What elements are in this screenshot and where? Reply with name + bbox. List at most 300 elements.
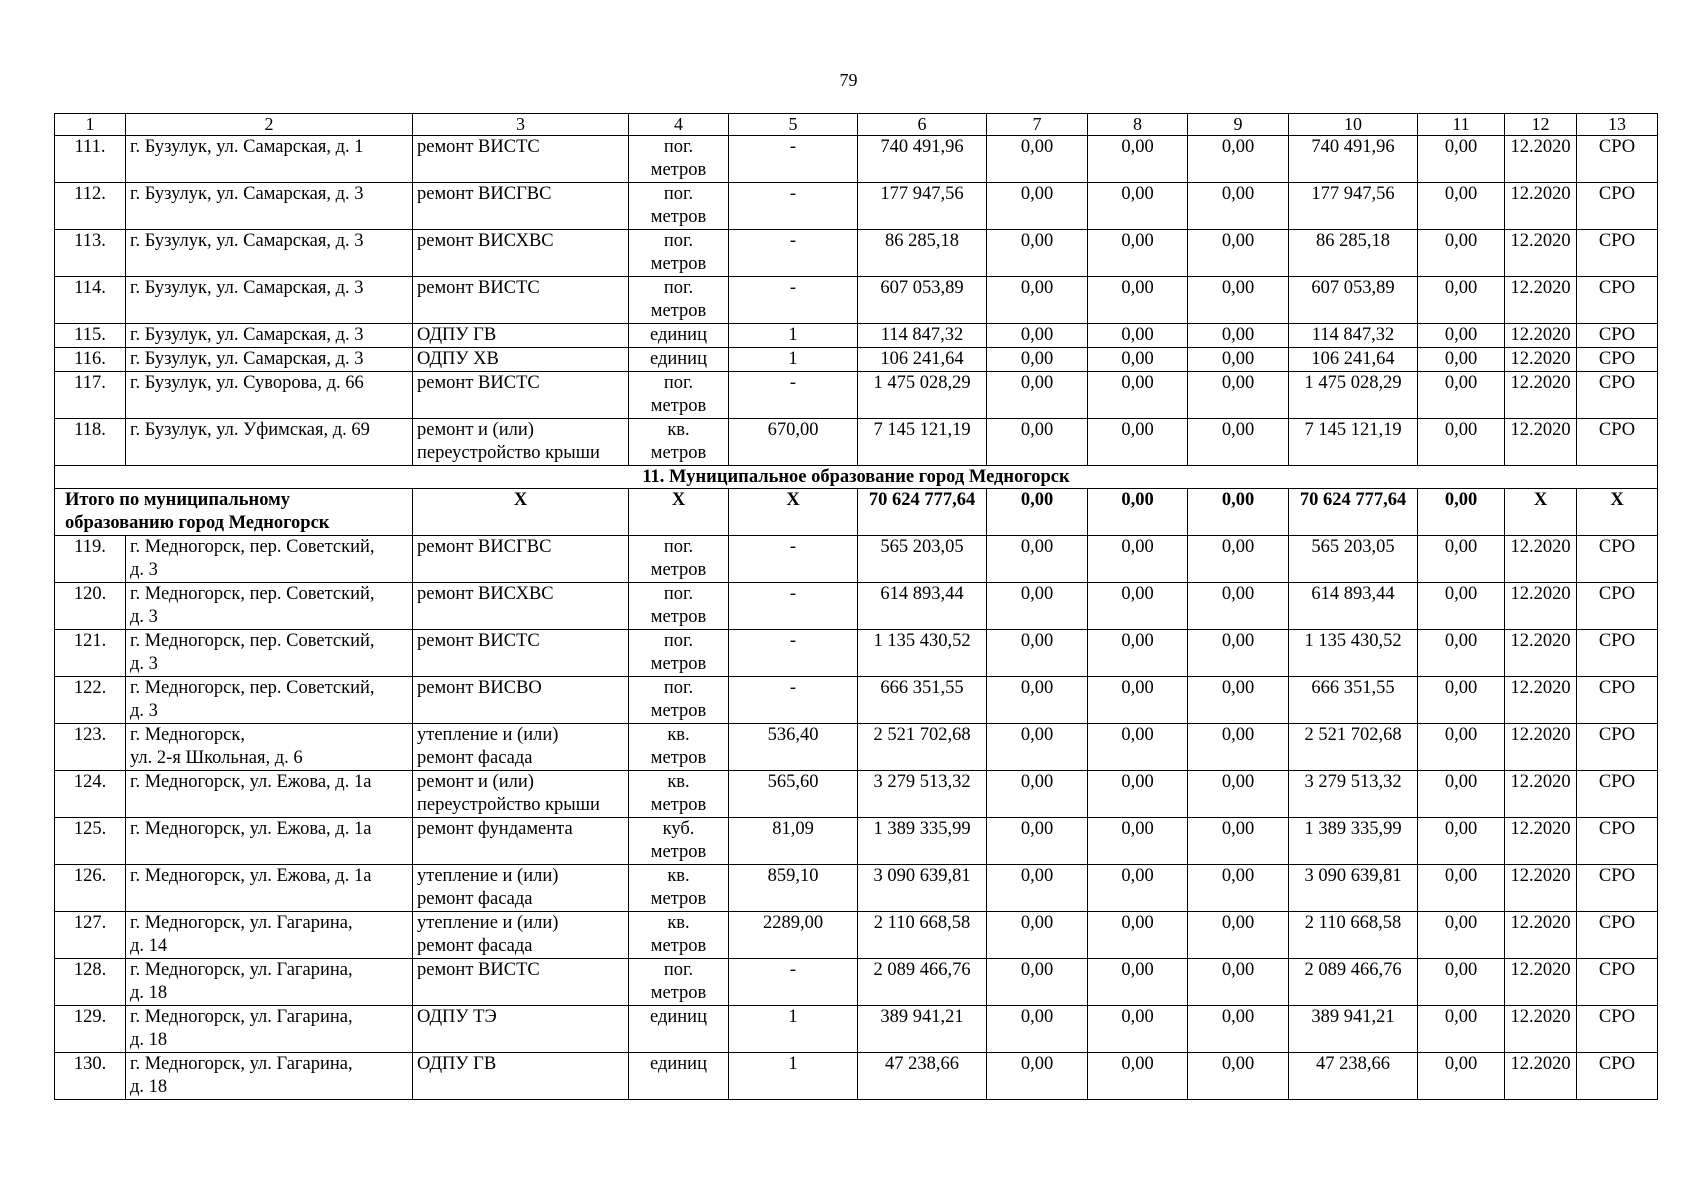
value-cell-c10: 389 941,21 (1289, 1006, 1418, 1053)
column-header: 1 (55, 114, 126, 136)
value-cell-c9: 0,00 (1188, 1006, 1289, 1053)
value-cell-c11: 0,00 (1418, 136, 1505, 183)
unit-line: метров (650, 795, 707, 815)
value-cell-c6: 1 135 430,52 (858, 630, 987, 677)
value-cell-c10: 3 090 639,81 (1289, 865, 1418, 912)
unit-line: метров (650, 560, 707, 580)
value-cell-c5: - (729, 959, 858, 1006)
unit-line: метров (650, 160, 707, 180)
table-row (55, 677, 1658, 724)
work-type-line: ОДПУ ГВ (417, 325, 497, 345)
address-cell (126, 1053, 413, 1100)
value-cell-c9: 0,00 (1188, 677, 1289, 724)
address-line: г. Бузулук, ул. Самарская, д. 1 (130, 137, 364, 157)
value-cell-c12: 12.2020 (1505, 771, 1577, 818)
value-cell-c9: 0,00 (1188, 959, 1289, 1006)
value-cell-c7: 0,00 (987, 912, 1088, 959)
value-cell-c9: 0,00 (1188, 536, 1289, 583)
table-body (55, 114, 1658, 1100)
address-cell (126, 630, 413, 677)
work-type-line: ремонт ВИСТС (417, 373, 540, 393)
address-line: г. Бузулук, ул. Самарская, д. 3 (130, 231, 364, 251)
address-line: г. Медногорск, ул. Ежова, д. 1а (130, 772, 372, 792)
method-cell: СРО (1577, 630, 1658, 677)
method-cell: СРО (1577, 818, 1658, 865)
table-row (55, 324, 1658, 348)
value-cell-c11: 0,00 (1418, 372, 1505, 419)
work-type-line: переустройство крыши (417, 795, 600, 815)
value-cell-c10: 177 947,56 (1289, 183, 1418, 230)
value-cell-c11: 0,00 (1418, 630, 1505, 677)
value-cell-c10: 7 145 121,19 (1289, 419, 1418, 466)
unit-cell (629, 324, 729, 348)
table-row (55, 865, 1658, 912)
table-row (55, 959, 1658, 1006)
address-cell (126, 136, 413, 183)
address-cell (126, 724, 413, 771)
total-cell-c8: 0,00 (1088, 489, 1188, 536)
column-header: 11 (1418, 114, 1505, 136)
unit-cell (629, 372, 729, 419)
value-cell-c7: 0,00 (987, 183, 1088, 230)
value-cell-c11: 0,00 (1418, 677, 1505, 724)
column-header: 13 (1577, 114, 1658, 136)
value-cell-c9: 0,00 (1188, 277, 1289, 324)
work-type-line: ремонт ВИСТС (417, 631, 540, 651)
unit-line: пог. (663, 537, 694, 557)
value-cell-c6: 3 279 513,32 (858, 771, 987, 818)
method-cell: СРО (1577, 1053, 1658, 1100)
unit-cell (629, 583, 729, 630)
value-cell-c6: 2 521 702,68 (858, 724, 987, 771)
work-type-cell (413, 771, 629, 818)
value-cell-c9: 0,00 (1188, 912, 1289, 959)
value-cell-c12: 12.2020 (1505, 818, 1577, 865)
work-type-line: переустройство крыши (417, 443, 600, 463)
row-number-cell: 130. (55, 1053, 126, 1100)
address-line: ул. 2-я Школьная, д. 6 (130, 748, 303, 768)
value-cell-c8: 0,00 (1088, 230, 1188, 277)
value-cell-c12: 12.2020 (1505, 348, 1577, 372)
value-cell-c6: 106 241,64 (858, 348, 987, 372)
work-type-cell (413, 277, 629, 324)
value-cell-c11: 0,00 (1418, 230, 1505, 277)
address-cell (126, 865, 413, 912)
unit-line: пог. (663, 960, 694, 980)
work-type-cell (413, 959, 629, 1006)
address-line: г. Бузулук, ул. Самарская, д. 3 (130, 278, 364, 298)
value-cell-c12: 12.2020 (1505, 230, 1577, 277)
address-cell (126, 1006, 413, 1053)
value-cell-c6: 389 941,21 (858, 1006, 987, 1053)
value-cell-c5: - (729, 372, 858, 419)
address-line: г. Медногорск, пер. Советский, (130, 537, 375, 557)
address-line: д. 14 (130, 936, 168, 956)
value-cell-c7: 0,00 (987, 630, 1088, 677)
unit-line: метров (650, 748, 707, 768)
work-type-line: ремонт ВИСТС (417, 278, 540, 298)
unit-line: кв. (667, 913, 690, 933)
unit-line: кв. (667, 772, 690, 792)
work-type-line: ремонт и (или) (417, 420, 534, 440)
unit-cell (629, 183, 729, 230)
value-cell-c5: 2289,00 (729, 912, 858, 959)
value-cell-c10: 2 110 668,58 (1289, 912, 1418, 959)
total-cell-c13: X (1577, 489, 1658, 536)
value-cell-c12: 12.2020 (1505, 724, 1577, 771)
address-line: г. Бузулук, ул. Самарская, д. 3 (130, 349, 364, 369)
unit-line: единиц (650, 1007, 707, 1027)
address-cell (126, 959, 413, 1006)
total-cell-c10: 70 624 777,64 (1289, 489, 1418, 536)
method-cell: СРО (1577, 183, 1658, 230)
value-cell-c6: 114 847,32 (858, 324, 987, 348)
row-number-cell: 126. (55, 865, 126, 912)
value-cell-c7: 0,00 (987, 277, 1088, 324)
section-total-row (55, 489, 1658, 536)
value-cell-c8: 0,00 (1088, 1006, 1188, 1053)
section-title: 11. Муниципальное образование город Медногорск (55, 466, 1658, 489)
column-header: 4 (629, 114, 729, 136)
unit-cell (629, 419, 729, 466)
address-cell (126, 536, 413, 583)
work-type-cell (413, 865, 629, 912)
value-cell-c9: 0,00 (1188, 183, 1289, 230)
section-title-row (55, 466, 1658, 489)
unit-line: метров (650, 254, 707, 274)
value-cell-c6: 614 893,44 (858, 583, 987, 630)
value-cell-c8: 0,00 (1088, 959, 1188, 1006)
method-cell: СРО (1577, 771, 1658, 818)
address-cell (126, 372, 413, 419)
work-type-line: ремонт фасада (417, 748, 533, 768)
value-cell-c8: 0,00 (1088, 536, 1188, 583)
row-number-cell: 125. (55, 818, 126, 865)
method-cell: СРО (1577, 136, 1658, 183)
method-cell: СРО (1577, 277, 1658, 324)
value-cell-c11: 0,00 (1418, 1006, 1505, 1053)
row-number-cell: 113. (55, 230, 126, 277)
value-cell-c7: 0,00 (987, 419, 1088, 466)
address-cell (126, 771, 413, 818)
value-cell-c10: 47 238,66 (1289, 1053, 1418, 1100)
value-cell-c7: 0,00 (987, 136, 1088, 183)
work-type-line: ОДПУ ХВ (417, 349, 499, 369)
unit-cell (629, 818, 729, 865)
value-cell-c7: 0,00 (987, 771, 1088, 818)
unit-line: пог. (663, 184, 694, 204)
work-type-cell (413, 136, 629, 183)
unit-cell (629, 865, 729, 912)
unit-line: метров (650, 889, 707, 909)
value-cell-c8: 0,00 (1088, 583, 1188, 630)
unit-cell (629, 959, 729, 1006)
work-type-line: ремонт ВИСТС (417, 960, 540, 980)
total-cell-c12: X (1505, 489, 1577, 536)
table-row (55, 724, 1658, 771)
value-cell-c6: 177 947,56 (858, 183, 987, 230)
work-type-line: ремонт ВИСТС (417, 137, 540, 157)
value-cell-c8: 0,00 (1088, 912, 1188, 959)
work-type-cell (413, 724, 629, 771)
work-type-line: ОДПУ ТЭ (417, 1007, 497, 1027)
total-cell-c4: X (629, 489, 729, 536)
value-cell-c5: - (729, 277, 858, 324)
value-cell-c6: 86 285,18 (858, 230, 987, 277)
value-cell-c9: 0,00 (1188, 630, 1289, 677)
value-cell-c9: 0,00 (1188, 1053, 1289, 1100)
table-row (55, 183, 1658, 230)
value-cell-c11: 0,00 (1418, 818, 1505, 865)
value-cell-c7: 0,00 (987, 677, 1088, 724)
unit-cell (629, 136, 729, 183)
row-number-cell: 117. (55, 372, 126, 419)
method-cell: СРО (1577, 1006, 1658, 1053)
value-cell-c5: 536,40 (729, 724, 858, 771)
work-type-cell (413, 583, 629, 630)
value-cell-c5: - (729, 630, 858, 677)
address-line: г. Бузулук, ул. Уфимская, д. 69 (130, 420, 370, 440)
address-line: д. 18 (130, 1030, 168, 1050)
value-cell-c8: 0,00 (1088, 865, 1188, 912)
row-number-cell: 122. (55, 677, 126, 724)
value-cell-c8: 0,00 (1088, 348, 1188, 372)
work-type-cell (413, 1006, 629, 1053)
row-number-cell: 121. (55, 630, 126, 677)
value-cell-c6: 3 090 639,81 (858, 865, 987, 912)
address-line: г. Бузулук, ул. Суворова, д. 66 (130, 373, 364, 393)
value-cell-c5: - (729, 230, 858, 277)
unit-cell (629, 1053, 729, 1100)
value-cell-c11: 0,00 (1418, 912, 1505, 959)
value-cell-c11: 0,00 (1418, 277, 1505, 324)
value-cell-c9: 0,00 (1188, 771, 1289, 818)
unit-line: метров (650, 607, 707, 627)
value-cell-c9: 0,00 (1188, 419, 1289, 466)
value-cell-c8: 0,00 (1088, 771, 1188, 818)
value-cell-c8: 0,00 (1088, 183, 1188, 230)
unit-line: метров (650, 301, 707, 321)
value-cell-c9: 0,00 (1188, 136, 1289, 183)
value-cell-c9: 0,00 (1188, 230, 1289, 277)
unit-cell (629, 348, 729, 372)
unit-cell (629, 771, 729, 818)
column-header: 3 (413, 114, 629, 136)
column-header: 9 (1188, 114, 1289, 136)
repair-register-table (54, 113, 1658, 1100)
value-cell-c10: 740 491,96 (1289, 136, 1418, 183)
work-type-line: ремонт ВИСХВС (417, 584, 554, 604)
column-header: 8 (1088, 114, 1188, 136)
unit-line: метров (650, 842, 707, 862)
address-line: г. Бузулук, ул. Самарская, д. 3 (130, 325, 364, 345)
address-line: д. 18 (130, 1077, 168, 1097)
row-number-cell: 116. (55, 348, 126, 372)
unit-cell (629, 912, 729, 959)
value-cell-c12: 12.2020 (1505, 1006, 1577, 1053)
column-header: 7 (987, 114, 1088, 136)
row-number-cell: 118. (55, 419, 126, 466)
value-cell-c6: 47 238,66 (858, 1053, 987, 1100)
value-cell-c8: 0,00 (1088, 818, 1188, 865)
unit-line: метров (650, 443, 707, 463)
value-cell-c9: 0,00 (1188, 865, 1289, 912)
unit-line: кв. (667, 866, 690, 886)
unit-line: единиц (650, 349, 707, 369)
page-number: 79 (839, 70, 858, 90)
value-cell-c8: 0,00 (1088, 277, 1188, 324)
table-row (55, 1006, 1658, 1053)
work-type-cell (413, 230, 629, 277)
address-line: г. Медногорск, (130, 725, 245, 745)
value-cell-c11: 0,00 (1418, 536, 1505, 583)
value-cell-c12: 12.2020 (1505, 277, 1577, 324)
method-cell: СРО (1577, 724, 1658, 771)
row-number-cell: 119. (55, 536, 126, 583)
address-line: г. Медногорск, ул. Гагарина, (130, 913, 353, 933)
method-cell: СРО (1577, 583, 1658, 630)
value-cell-c6: 666 351,55 (858, 677, 987, 724)
value-cell-c6: 2 110 668,58 (858, 912, 987, 959)
table-row (55, 419, 1658, 466)
total-cell-c9: 0,00 (1188, 489, 1289, 536)
value-cell-c10: 666 351,55 (1289, 677, 1418, 724)
unit-line: метров (650, 207, 707, 227)
value-cell-c6: 1 475 028,29 (858, 372, 987, 419)
work-type-cell (413, 818, 629, 865)
method-cell: СРО (1577, 230, 1658, 277)
value-cell-c7: 0,00 (987, 818, 1088, 865)
unit-line: пог. (663, 584, 694, 604)
work-type-cell (413, 912, 629, 959)
value-cell-c11: 0,00 (1418, 865, 1505, 912)
value-cell-c10: 1 475 028,29 (1289, 372, 1418, 419)
unit-line: метров (650, 936, 707, 956)
table-row (55, 277, 1658, 324)
work-type-line: утепление и (или) (417, 866, 559, 886)
address-cell (126, 230, 413, 277)
value-cell-c8: 0,00 (1088, 136, 1188, 183)
value-cell-c5: 1 (729, 324, 858, 348)
address-cell (126, 912, 413, 959)
value-cell-c10: 2 521 702,68 (1289, 724, 1418, 771)
total-cell-c3: X (413, 489, 629, 536)
unit-cell (629, 1006, 729, 1053)
total-label-cell (55, 489, 413, 536)
table-row (55, 348, 1658, 372)
work-type-line: ремонт ВИСГВС (417, 184, 552, 204)
work-type-cell (413, 183, 629, 230)
work-type-cell (413, 372, 629, 419)
value-cell-c9: 0,00 (1188, 583, 1289, 630)
value-cell-c11: 0,00 (1418, 771, 1505, 818)
value-cell-c7: 0,00 (987, 1006, 1088, 1053)
value-cell-c5: - (729, 183, 858, 230)
unit-line: куб. (662, 819, 695, 839)
value-cell-c12: 12.2020 (1505, 136, 1577, 183)
method-cell: СРО (1577, 912, 1658, 959)
row-number-cell: 115. (55, 324, 126, 348)
unit-cell (629, 630, 729, 677)
value-cell-c8: 0,00 (1088, 677, 1188, 724)
method-cell: СРО (1577, 959, 1658, 1006)
value-cell-c7: 0,00 (987, 348, 1088, 372)
method-cell: СРО (1577, 419, 1658, 466)
value-cell-c8: 0,00 (1088, 724, 1188, 771)
work-type-line: ремонт ВИСХВС (417, 231, 554, 251)
value-cell-c8: 0,00 (1088, 630, 1188, 677)
value-cell-c6: 7 145 121,19 (858, 419, 987, 466)
table-row (55, 372, 1658, 419)
value-cell-c12: 12.2020 (1505, 583, 1577, 630)
total-cell-c5: X (729, 489, 858, 536)
value-cell-c8: 0,00 (1088, 1053, 1188, 1100)
method-cell: СРО (1577, 372, 1658, 419)
value-cell-c10: 1 389 335,99 (1289, 818, 1418, 865)
value-cell-c11: 0,00 (1418, 419, 1505, 466)
value-cell-c7: 0,00 (987, 324, 1088, 348)
address-cell (126, 277, 413, 324)
method-cell: СРО (1577, 677, 1658, 724)
value-cell-c8: 0,00 (1088, 372, 1188, 419)
work-type-cell (413, 1053, 629, 1100)
value-cell-c12: 12.2020 (1505, 324, 1577, 348)
value-cell-c5: 565,60 (729, 771, 858, 818)
value-cell-c7: 0,00 (987, 372, 1088, 419)
work-type-line: утепление и (или) (417, 725, 559, 745)
value-cell-c5: 1 (729, 1006, 858, 1053)
work-type-line: ремонт фундамента (417, 819, 573, 839)
value-cell-c7: 0,00 (987, 583, 1088, 630)
table-row (55, 912, 1658, 959)
value-cell-c11: 0,00 (1418, 1053, 1505, 1100)
value-cell-c5: - (729, 136, 858, 183)
work-type-cell (413, 630, 629, 677)
value-cell-c10: 614 893,44 (1289, 583, 1418, 630)
value-cell-c5: 1 (729, 1053, 858, 1100)
value-cell-c6: 1 389 335,99 (858, 818, 987, 865)
value-cell-c6: 740 491,96 (858, 136, 987, 183)
unit-line: пог. (663, 373, 694, 393)
value-cell-c12: 12.2020 (1505, 959, 1577, 1006)
value-cell-c12: 12.2020 (1505, 630, 1577, 677)
table-row (55, 536, 1658, 583)
table-row (55, 1053, 1658, 1100)
value-cell-c7: 0,00 (987, 230, 1088, 277)
row-number-cell: 120. (55, 583, 126, 630)
value-cell-c9: 0,00 (1188, 348, 1289, 372)
value-cell-c9: 0,00 (1188, 724, 1289, 771)
row-number-cell: 123. (55, 724, 126, 771)
value-cell-c5: - (729, 536, 858, 583)
value-cell-c5: 81,09 (729, 818, 858, 865)
value-cell-c12: 12.2020 (1505, 1053, 1577, 1100)
work-type-cell (413, 324, 629, 348)
value-cell-c7: 0,00 (987, 865, 1088, 912)
unit-line: единиц (650, 325, 707, 345)
address-cell (126, 677, 413, 724)
address-line: г. Медногорск, пер. Советский, (130, 631, 375, 651)
work-type-cell (413, 677, 629, 724)
unit-line: пог. (663, 678, 694, 698)
column-number-row (55, 114, 1658, 136)
value-cell-c12: 12.2020 (1505, 536, 1577, 583)
address-line: г. Медногорск, ул. Гагарина, (130, 1054, 353, 1074)
work-type-cell (413, 419, 629, 466)
address-line: г. Медногорск, ул. Гагарина, (130, 1007, 353, 1027)
work-type-line: утепление и (или) (417, 913, 559, 933)
value-cell-c7: 0,00 (987, 959, 1088, 1006)
